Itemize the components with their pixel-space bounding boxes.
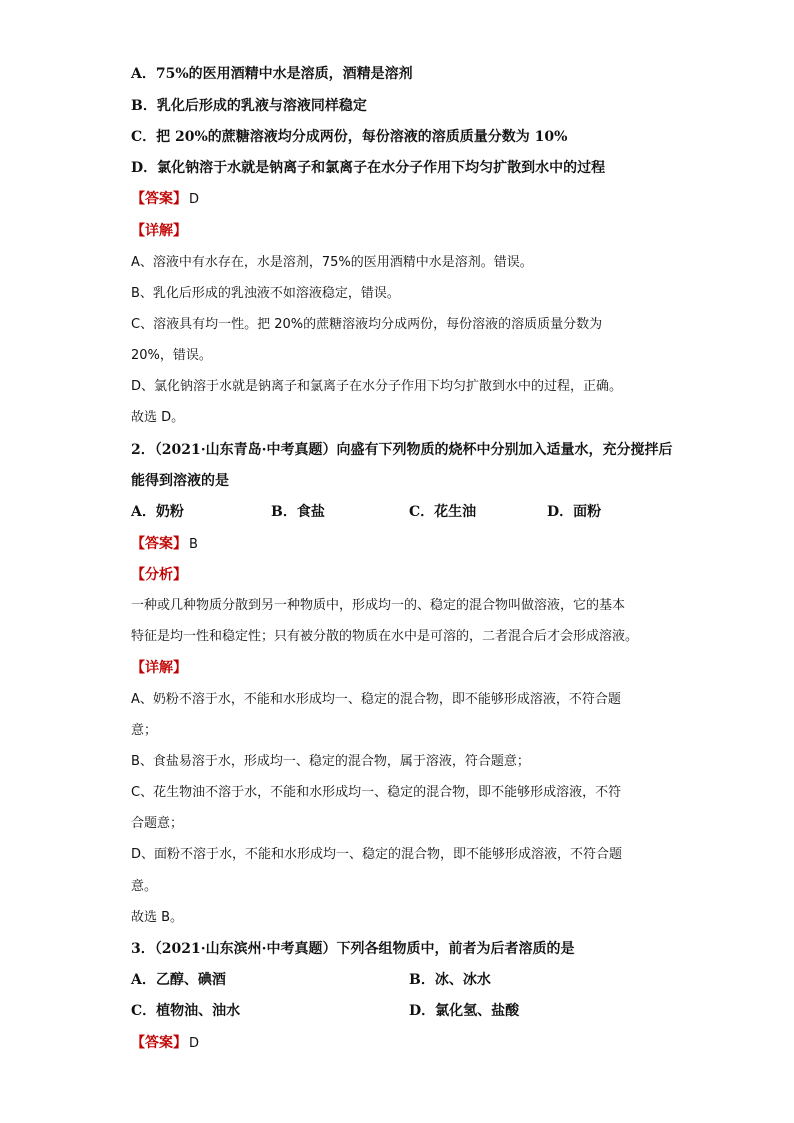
q2-detail-line: C、花生物油不溶于水，不能和水形成均一、稳定的混合物，即不能够形成溶液，不符 — [131, 785, 622, 800]
answer-value: D — [189, 192, 200, 207]
q3-option-d: D．氯化氢、盐酸 — [409, 1003, 520, 1019]
q3-option-b: B．冰、冰水 — [409, 972, 491, 988]
q2-option-d: D．面粉 — [547, 504, 602, 520]
q2-option-a: A．奶粉 — [131, 504, 184, 520]
q3-answer — [131, 1033, 199, 1054]
q2-option-b: B．食盐 — [271, 504, 325, 520]
q3-option-c: C．植物油、油水 — [131, 1003, 241, 1019]
q2-analysis-tag: 【分析】 — [131, 567, 187, 583]
q1-detail-line: 故选 D。 — [131, 410, 185, 425]
q1-option-c: C．把 20%的蔗糖溶液均分成两份，每份溶液的溶质质量分数为 10% — [131, 129, 568, 145]
q1-option-b: B．乳化后形成的乳液与溶液同样稳定 — [131, 98, 367, 114]
q2-detail-line: 意。 — [131, 879, 158, 894]
q2-detail-tag: 【详解】 — [131, 660, 187, 676]
q1-detail-line: B、乳化后形成的乳浊液不如溶液稳定，错误。 — [131, 286, 400, 301]
q1-option-a: A．75%的医用酒精中水是溶质，酒精是溶剂 — [131, 66, 413, 82]
q2-detail-line: A、奶粉不溶于水，不能和水形成均一、稳定的混合物，即不能够形成溶液，不符合题 — [131, 692, 621, 707]
q1-detail-line: D、氯化钠溶于水就是钠离子和氯离子在水分子作用下均匀扩散到水中的过程，正确。 — [131, 379, 623, 394]
q2-detail-line: 故选 B。 — [131, 910, 184, 925]
q2-analysis-line: 一种或几种物质分散到另一种物质中，形成均一的、稳定的混合物叫做溶液，它的基本 — [131, 598, 626, 613]
q3-option-a: A．乙醇、碘酒 — [131, 972, 226, 988]
q2-detail-line: B、食盐易溶于水，形成均一、稳定的混合物，属于溶液，符合题意； — [131, 754, 530, 769]
answer-value: B — [189, 537, 198, 552]
q2-stem: 2．（2021·山东青岛·中考真题）向盛有下列物质的烧杯中分别加入适量水，充分搅拌后 — [131, 442, 673, 458]
q2-detail-line: D、面粉不溶于水，不能和水形成均一、稳定的混合物，即不能够形成溶液，不符合题 — [131, 847, 623, 862]
q1-detail-tag: 【详解】 — [131, 223, 187, 239]
q2-answer — [131, 534, 198, 555]
answer-tag: 【答案】 — [131, 1035, 187, 1051]
q2-detail-line: 合题意； — [131, 816, 184, 831]
q1-detail-line: C、溶液具有均一性。把 20%的蔗糖溶液均分成两份，每份溶液的溶质质量分数为 — [131, 317, 603, 332]
answer-tag: 【答案】 — [131, 191, 187, 207]
q1-detail-line: A、溶液中有水存在，水是溶剂，75%的医用酒精中水是溶剂。错误。 — [131, 255, 533, 270]
answer-tag: 【答案】 — [131, 536, 187, 552]
q1-option-d: D．氯化钠溶于水就是钠离子和氯离子在水分子作用下均匀扩散到水中的过程 — [131, 160, 606, 176]
q3-stem: 3．（2021·山东滨州·中考真题）下列各组物质中，前者为后者溶质的是 — [131, 941, 575, 957]
q1-detail-line: 20%，错误。 — [131, 348, 212, 363]
q2-analysis-line: 特征是均一性和稳定性；只有被分散的物质在水中是可溶的，二者混合后才会形成溶液。 — [131, 629, 639, 644]
q2-stem-cont: 能得到溶液的是 — [131, 473, 229, 489]
q2-option-c: C．花生油 — [409, 504, 477, 520]
q2-detail-line: 意； — [131, 723, 158, 738]
answer-value: D — [189, 1036, 200, 1051]
q1-answer — [131, 189, 199, 210]
